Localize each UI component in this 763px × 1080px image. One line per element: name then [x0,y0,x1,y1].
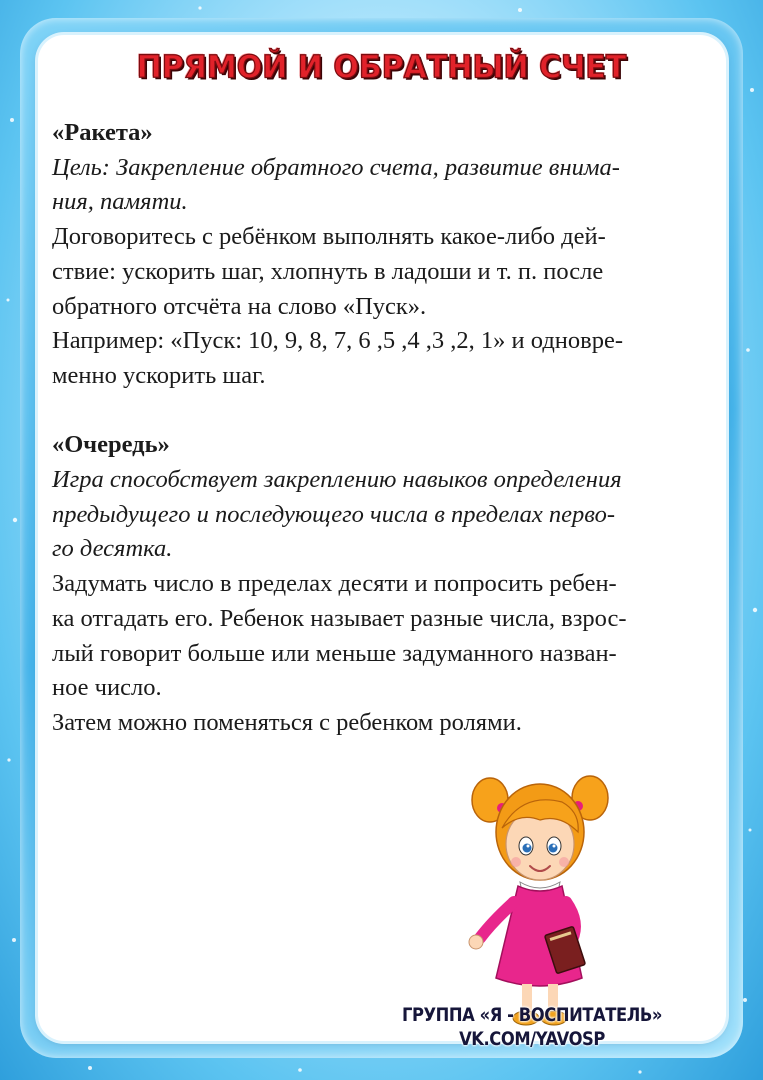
game-title: «Ракета» [52,119,153,146]
game-title: «Очередь» [52,431,170,459]
game-text-line: Задумать число в пределах десяти и попросить ребен- [52,570,617,598]
girl-illustration [462,762,612,1034]
game-text-line: ное число. [52,674,162,702]
game-text-line: лый говорит больше или меньше задуманного назван- [52,639,617,667]
game-text-line: Например: «Пуск: 10, 9, 8, 7, 6 ,5 ,4 ,3 ,2, 1» и одновре- [52,327,624,355]
game-text-line: Договоритесь с ребёнком выполнять какое-либо дей- [52,223,606,251]
game-goal-line: предыдущего и последующего числа в пределах перво- [52,500,616,528]
group-name: ГРУППА «Я - ВОСПИТАТЕЛЬ» [401,1004,663,1026]
game-text-line: ка отгадать его. Ребенок называет разные числа, взрос- [52,604,627,632]
footer-credits [394,1003,669,1051]
game-goal-line: ния, памяти. [52,188,188,216]
games-content [52,116,704,741]
section-gap [52,394,704,429]
game-goal-line: Цель: Закрепление обратного счета, развитие внима- [52,153,620,181]
game-raketa [52,116,704,394]
game-text-line: ствие: ускорить шаг, хлопнуть в ладоши и т. п. после [52,257,604,285]
game-goal-line: го десятка. [52,535,173,563]
vk-link[interactable]: VK.COM/YAVOSP [459,1028,605,1050]
page-title: ПРЯМОЙ И ОБРАТНЫЙ СЧЕТ [136,49,627,86]
game-text-line: обратного отсчёта на слово «Пуск». [52,292,427,320]
game-goal-line: Игра способствует закреплению навыков определения [52,466,622,494]
game-text-line: менно ускорить шаг. [52,361,266,389]
game-ochered [52,428,704,740]
game-text-line: Затем можно поменяться с ребенком ролями. [52,708,522,736]
